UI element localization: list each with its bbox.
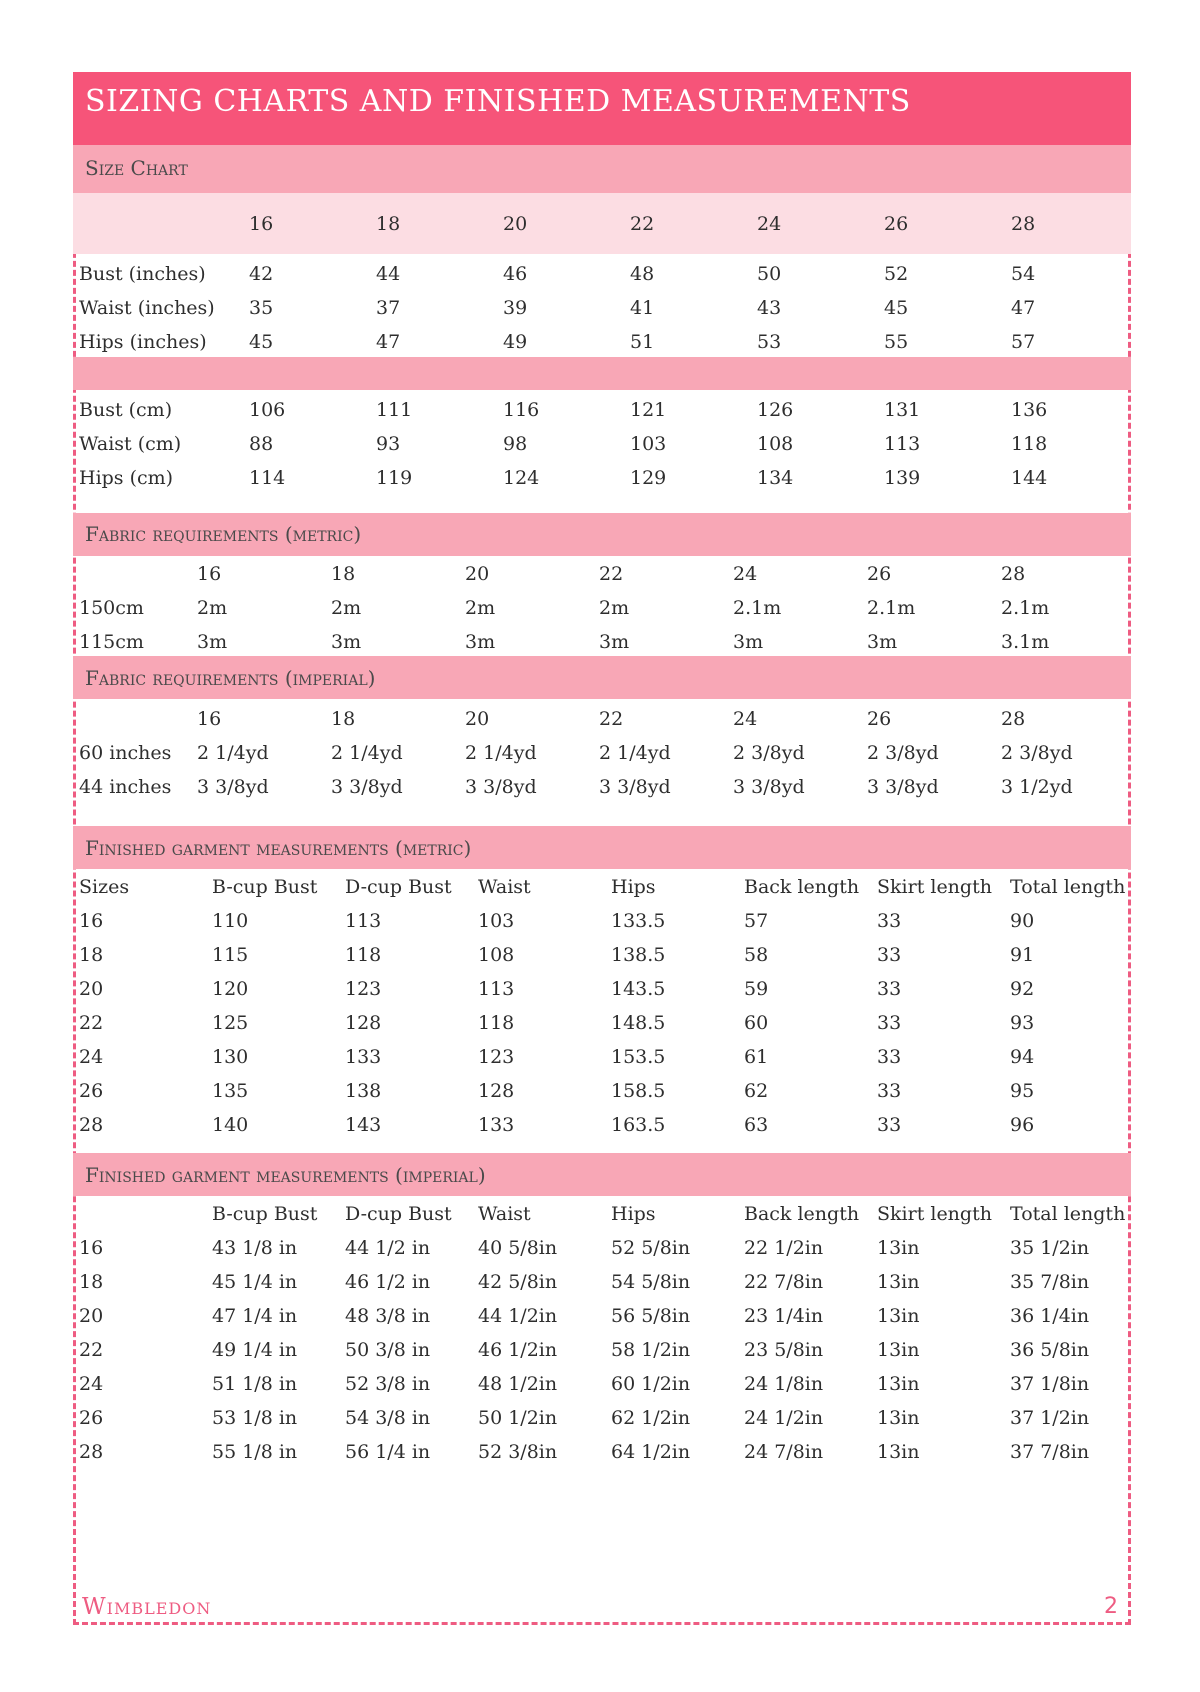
size-header-cell: 18 xyxy=(376,212,401,235)
row-label: 60 inches xyxy=(79,742,172,764)
table-cell: 33 xyxy=(877,1012,902,1034)
table-cell: 57 xyxy=(1011,331,1036,353)
column-header: Back length xyxy=(744,1203,860,1225)
table-row xyxy=(79,1435,1125,1469)
row-label xyxy=(79,702,197,736)
table-cell: 26 xyxy=(79,1407,104,1429)
table-cell: 41 xyxy=(630,297,655,319)
table-cell: 40 5/8in xyxy=(478,1237,558,1259)
table-cell: 92 xyxy=(1010,978,1035,1000)
table-cell: 13in xyxy=(877,1305,920,1327)
table-cell: 46 xyxy=(503,263,528,285)
table-row xyxy=(79,1040,1125,1074)
size-header-cell: 26 xyxy=(867,708,892,730)
table-cell: 24 1/2in xyxy=(744,1407,824,1429)
table-cell: 148.5 xyxy=(611,1012,666,1034)
table-cell: 45 1/4 in xyxy=(212,1271,298,1293)
table-row xyxy=(79,1006,1125,1040)
table-cell: 3 3/8yd xyxy=(465,776,537,798)
table-cell: 118 xyxy=(345,944,382,966)
row-label: Hips (cm) xyxy=(79,467,174,489)
table-cell: 136 xyxy=(1011,399,1048,421)
table-cell: 36 5/8in xyxy=(1010,1339,1090,1361)
table-cell: 49 1/4 in xyxy=(212,1339,298,1361)
column-header: B-cup Bust xyxy=(212,1203,318,1225)
column-header: Hips xyxy=(611,876,656,898)
table-cell: 54 3/8 in xyxy=(345,1407,431,1429)
table-cell: 114 xyxy=(249,467,286,489)
table-cell: 93 xyxy=(1010,1012,1035,1034)
table-cell: 2m xyxy=(599,597,630,619)
size-header-cell: 28 xyxy=(1001,708,1026,730)
row-label: 150cm xyxy=(79,597,144,619)
table-cell: 18 xyxy=(79,944,104,966)
table-cell: 24 1/8in xyxy=(744,1373,824,1395)
table-cell: 3m xyxy=(599,631,630,653)
table-cell: 47 1/4 in xyxy=(212,1305,298,1327)
table-cell: 2m xyxy=(331,597,362,619)
table-cell: 3.1m xyxy=(1001,631,1050,653)
table-row xyxy=(79,1108,1125,1142)
table-cell: 46 1/2in xyxy=(478,1339,558,1361)
table-row xyxy=(79,736,1125,770)
table-cell: 3m xyxy=(465,631,496,653)
table-cell: 24 7/8in xyxy=(744,1441,824,1463)
table-cell: 13in xyxy=(877,1237,920,1259)
table-cell: 53 xyxy=(757,331,782,353)
table-cell: 2m xyxy=(465,597,496,619)
table-cell: 13in xyxy=(877,1407,920,1429)
column-header xyxy=(79,1197,212,1231)
table-row xyxy=(79,904,1125,938)
table-cell: 39 xyxy=(503,297,528,319)
table-header-row xyxy=(79,702,1125,736)
table-cell: 52 xyxy=(884,263,909,285)
table-row xyxy=(79,291,1125,325)
table-cell: 116 xyxy=(503,399,540,421)
size-header-row xyxy=(79,193,1125,254)
table-cell: 2 1/4yd xyxy=(465,742,537,764)
table-row xyxy=(79,591,1125,625)
table-cell: 2.1m xyxy=(867,597,916,619)
table-cell: 118 xyxy=(478,1012,515,1034)
table-cell: 43 xyxy=(757,297,782,319)
size-chart-cm-table xyxy=(79,393,1125,495)
table-cell: 3m xyxy=(733,631,764,653)
table-cell: 23 1/4in xyxy=(744,1305,824,1327)
table-cell: 111 xyxy=(376,399,413,421)
table-cell: 42 xyxy=(249,263,274,285)
table-cell: 128 xyxy=(345,1012,382,1034)
table-cell: 103 xyxy=(630,433,667,455)
table-cell: 143 xyxy=(345,1114,382,1136)
table-cell: 52 3/8 in xyxy=(345,1373,431,1395)
page-number: 2 xyxy=(1100,1594,1122,1619)
table-header-row xyxy=(79,1197,1125,1231)
table-cell: 3m xyxy=(867,631,898,653)
table-cell: 48 3/8 in xyxy=(345,1305,431,1327)
table-cell: 42 5/8in xyxy=(478,1271,558,1293)
table-cell: 62 xyxy=(744,1080,769,1102)
table-cell: 53 1/8 in xyxy=(212,1407,298,1429)
column-header: B-cup Bust xyxy=(212,876,318,898)
table-cell: 16 xyxy=(79,1237,104,1259)
table-cell: 54 5/8in xyxy=(611,1271,691,1293)
table-cell: 56 5/8in xyxy=(611,1305,691,1327)
row-label: Hips (inches) xyxy=(79,331,207,353)
table-cell: 18 xyxy=(79,1271,104,1293)
row-label: Bust (inches) xyxy=(79,263,206,285)
table-cell: 134 xyxy=(757,467,794,489)
table-cell: 33 xyxy=(877,944,902,966)
table-cell: 59 xyxy=(744,978,769,1000)
table-cell: 153.5 xyxy=(611,1046,666,1068)
table-cell: 45 xyxy=(249,331,274,353)
table-cell: 163.5 xyxy=(611,1114,666,1136)
column-header: Skirt length xyxy=(877,1203,992,1225)
fabric-imperial-table xyxy=(79,702,1125,804)
table-cell: 2 3/8yd xyxy=(1001,742,1073,764)
table-cell: 3 3/8yd xyxy=(599,776,671,798)
table-cell: 26 xyxy=(79,1080,104,1102)
table-cell: 118 xyxy=(1011,433,1048,455)
table-cell: 37 xyxy=(376,297,401,319)
table-cell: 2.1m xyxy=(1001,597,1050,619)
table-cell: 158.5 xyxy=(611,1080,666,1102)
table-row xyxy=(79,461,1125,495)
table-cell: 131 xyxy=(884,399,921,421)
size-header-cell: 20 xyxy=(465,708,490,730)
size-header-cell: 22 xyxy=(599,708,624,730)
table-cell: 123 xyxy=(345,978,382,1000)
table-cell: 108 xyxy=(478,944,515,966)
table-row xyxy=(79,325,1125,359)
table-row xyxy=(79,1265,1125,1299)
table-cell: 45 xyxy=(884,297,909,319)
fabric-metric-table xyxy=(79,557,1125,659)
column-header: Skirt length xyxy=(877,876,992,898)
table-cell: 37 1/2in xyxy=(1010,1407,1090,1429)
table-row xyxy=(79,1074,1125,1108)
table-row xyxy=(79,393,1125,427)
table-cell: 139 xyxy=(884,467,921,489)
table-cell: 130 xyxy=(212,1046,249,1068)
size-chart-header-bar xyxy=(73,145,1131,193)
table-row xyxy=(79,972,1125,1006)
finished-metric-heading: Finished garment measurements (metric) xyxy=(85,836,472,860)
size-header-cell: 18 xyxy=(331,563,356,585)
table-cell: 33 xyxy=(877,978,902,1000)
row-label: Waist (cm) xyxy=(79,433,182,455)
table-cell: 35 1/2in xyxy=(1010,1237,1090,1259)
table-cell: 133 xyxy=(478,1114,515,1136)
column-header: Sizes xyxy=(79,876,130,898)
table-cell: 37 7/8in xyxy=(1010,1441,1090,1463)
table-cell: 2 3/8yd xyxy=(733,742,805,764)
table-cell: 58 xyxy=(744,944,769,966)
table-cell: 129 xyxy=(630,467,667,489)
table-cell: 108 xyxy=(757,433,794,455)
table-cell: 3m xyxy=(331,631,362,653)
table-cell: 94 xyxy=(1010,1046,1035,1068)
column-header: Back length xyxy=(744,876,860,898)
table-cell: 22 7/8in xyxy=(744,1271,824,1293)
table-cell: 28 xyxy=(79,1114,104,1136)
table-cell: 52 5/8in xyxy=(611,1237,691,1259)
size-header-cell: 20 xyxy=(503,212,528,235)
table-cell: 3 3/8yd xyxy=(867,776,939,798)
table-cell: 24 xyxy=(79,1373,104,1395)
size-header-cell: 22 xyxy=(630,212,655,235)
size-header-cell: 28 xyxy=(1001,563,1026,585)
table-cell: 138 xyxy=(345,1080,382,1102)
size-header-cell: 24 xyxy=(733,708,758,730)
size-header-cell: 16 xyxy=(249,212,274,235)
table-cell: 98 xyxy=(503,433,528,455)
table-cell: 2 1/4yd xyxy=(331,742,403,764)
table-cell: 3 3/8yd xyxy=(331,776,403,798)
table-cell: 96 xyxy=(1010,1114,1035,1136)
table-cell: 46 1/2 in xyxy=(345,1271,431,1293)
size-header-cell: 26 xyxy=(884,212,909,235)
table-cell: 24 xyxy=(79,1046,104,1068)
table-row xyxy=(79,257,1125,291)
table-cell: 113 xyxy=(345,910,382,932)
table-cell: 13in xyxy=(877,1271,920,1293)
table-cell: 88 xyxy=(249,433,274,455)
table-row xyxy=(79,1231,1125,1265)
size-header-cell: 24 xyxy=(733,563,758,585)
table-cell: 144 xyxy=(1011,467,1048,489)
table-cell: 61 xyxy=(744,1046,769,1068)
table-cell: 64 1/2in xyxy=(611,1441,691,1463)
table-cell: 121 xyxy=(630,399,667,421)
finished-imperial-heading: Finished garment measurements (imperial) xyxy=(85,1163,486,1187)
table-cell: 93 xyxy=(376,433,401,455)
table-cell: 44 1/2in xyxy=(478,1305,558,1327)
table-cell: 123 xyxy=(478,1046,515,1068)
table-cell: 62 1/2in xyxy=(611,1407,691,1429)
row-label: 44 inches xyxy=(79,776,172,798)
finished-imperial-table xyxy=(79,1197,1125,1469)
table-cell: 120 xyxy=(212,978,249,1000)
table-cell: 126 xyxy=(757,399,794,421)
size-chart-sizes-table xyxy=(79,193,1125,254)
size-header-cell: 20 xyxy=(465,563,490,585)
table-cell: 20 xyxy=(79,978,104,1000)
table-cell: 3 3/8yd xyxy=(733,776,805,798)
table-row xyxy=(79,770,1125,804)
table-row xyxy=(79,427,1125,461)
table-cell: 48 xyxy=(630,263,655,285)
table-cell: 49 xyxy=(503,331,528,353)
table-cell: 3m xyxy=(197,631,228,653)
table-cell: 44 xyxy=(376,263,401,285)
table-row xyxy=(79,1299,1125,1333)
table-cell: 50 xyxy=(757,263,782,285)
table-row xyxy=(79,1367,1125,1401)
table-cell: 43 1/8 in xyxy=(212,1237,298,1259)
size-header-cell: 18 xyxy=(331,708,356,730)
table-cell: 113 xyxy=(884,433,921,455)
table-cell: 3 1/2yd xyxy=(1001,776,1073,798)
size-header-cell: 16 xyxy=(197,708,222,730)
table-cell: 33 xyxy=(877,1080,902,1102)
table-cell: 22 1/2in xyxy=(744,1237,824,1259)
fabric-metric-heading: Fabric requirements (metric) xyxy=(85,522,362,546)
table-cell: 140 xyxy=(212,1114,249,1136)
table-cell: 90 xyxy=(1010,910,1035,932)
size-header-label xyxy=(79,193,249,254)
table-cell: 51 xyxy=(630,331,655,353)
size-header-cell: 26 xyxy=(867,563,892,585)
table-cell: 33 xyxy=(877,910,902,932)
row-label xyxy=(79,557,197,591)
table-cell: 128 xyxy=(478,1080,515,1102)
table-cell: 13in xyxy=(877,1441,920,1463)
table-cell: 110 xyxy=(212,910,249,932)
table-cell: 36 1/4in xyxy=(1010,1305,1090,1327)
table-cell: 55 1/8 in xyxy=(212,1441,298,1463)
table-header-row xyxy=(79,870,1125,904)
table-cell: 28 xyxy=(79,1441,104,1463)
table-cell: 33 xyxy=(877,1046,902,1068)
table-cell: 51 1/8 in xyxy=(212,1373,298,1395)
table-row xyxy=(79,1401,1125,1435)
table-cell: 91 xyxy=(1010,944,1035,966)
table-header-row xyxy=(79,557,1125,591)
column-header: Total length xyxy=(1010,1203,1126,1225)
size-header-cell: 16 xyxy=(197,563,222,585)
table-cell: 55 xyxy=(884,331,909,353)
size-chart-inches-table xyxy=(79,257,1125,359)
table-cell: 58 1/2in xyxy=(611,1339,691,1361)
table-row xyxy=(79,938,1125,972)
table-cell: 50 3/8 in xyxy=(345,1339,431,1361)
table-cell: 138.5 xyxy=(611,944,666,966)
table-cell: 135 xyxy=(212,1080,249,1102)
row-label: 115cm xyxy=(79,631,144,653)
footer-brand: Wimbledon xyxy=(82,1594,217,1620)
table-cell: 35 xyxy=(249,297,274,319)
table-cell: 57 xyxy=(744,910,769,932)
table-cell: 52 3/8in xyxy=(478,1441,558,1463)
row-label: Bust (cm) xyxy=(79,399,173,421)
table-cell: 60 1/2in xyxy=(611,1373,691,1395)
table-cell: 33 xyxy=(877,1114,902,1136)
page-title: SIZING CHARTS AND FINISHED MEASUREMENTS xyxy=(85,84,911,119)
table-cell: 22 xyxy=(79,1012,104,1034)
table-cell: 23 5/8in xyxy=(744,1339,824,1361)
table-cell: 113 xyxy=(478,978,515,1000)
table-cell: 2m xyxy=(197,597,228,619)
size-header-cell: 28 xyxy=(1011,212,1036,235)
table-row xyxy=(79,625,1125,659)
size-chart-heading: Size Chart xyxy=(85,156,188,180)
table-cell: 60 xyxy=(744,1012,769,1034)
table-cell: 13in xyxy=(877,1373,920,1395)
column-header: Hips xyxy=(611,1203,656,1225)
table-cell: 133 xyxy=(345,1046,382,1068)
table-cell: 3 3/8yd xyxy=(197,776,269,798)
table-cell: 143.5 xyxy=(611,978,666,1000)
size-header-cell: 24 xyxy=(757,212,782,235)
table-cell: 20 xyxy=(79,1305,104,1327)
table-cell: 13in xyxy=(877,1339,920,1361)
size-chart-separator-bar xyxy=(73,357,1131,390)
table-cell: 95 xyxy=(1010,1080,1035,1102)
table-cell: 56 1/4 in xyxy=(345,1441,431,1463)
column-header: Waist xyxy=(478,1203,531,1225)
column-header: Total length xyxy=(1010,876,1126,898)
table-cell: 50 1/2in xyxy=(478,1407,558,1429)
table-cell: 125 xyxy=(212,1012,249,1034)
table-cell: 22 xyxy=(79,1339,104,1361)
table-cell: 2 3/8yd xyxy=(867,742,939,764)
table-row xyxy=(79,1333,1125,1367)
table-cell: 63 xyxy=(744,1114,769,1136)
row-label: Waist (inches) xyxy=(79,297,215,319)
finished-metric-table xyxy=(79,870,1125,1142)
table-cell: 47 xyxy=(376,331,401,353)
table-cell: 124 xyxy=(503,467,540,489)
table-cell: 16 xyxy=(79,910,104,932)
table-cell: 2 1/4yd xyxy=(197,742,269,764)
table-cell: 119 xyxy=(376,467,413,489)
table-cell: 133.5 xyxy=(611,910,666,932)
column-header: D-cup Bust xyxy=(345,876,452,898)
table-cell: 103 xyxy=(478,910,515,932)
column-header: D-cup Bust xyxy=(345,1203,452,1225)
fabric-imperial-heading: Fabric requirements (imperial) xyxy=(85,666,376,690)
table-cell: 47 xyxy=(1011,297,1036,319)
table-cell: 35 7/8in xyxy=(1010,1271,1090,1293)
table-cell: 106 xyxy=(249,399,286,421)
column-header: Waist xyxy=(478,876,531,898)
table-cell: 44 1/2 in xyxy=(345,1237,431,1259)
table-cell: 54 xyxy=(1011,263,1036,285)
table-cell: 37 1/8in xyxy=(1010,1373,1090,1395)
table-cell: 48 1/2in xyxy=(478,1373,558,1395)
size-header-cell: 22 xyxy=(599,563,624,585)
table-cell: 2 1/4yd xyxy=(599,742,671,764)
table-cell: 2.1m xyxy=(733,597,782,619)
table-cell: 115 xyxy=(212,944,249,966)
